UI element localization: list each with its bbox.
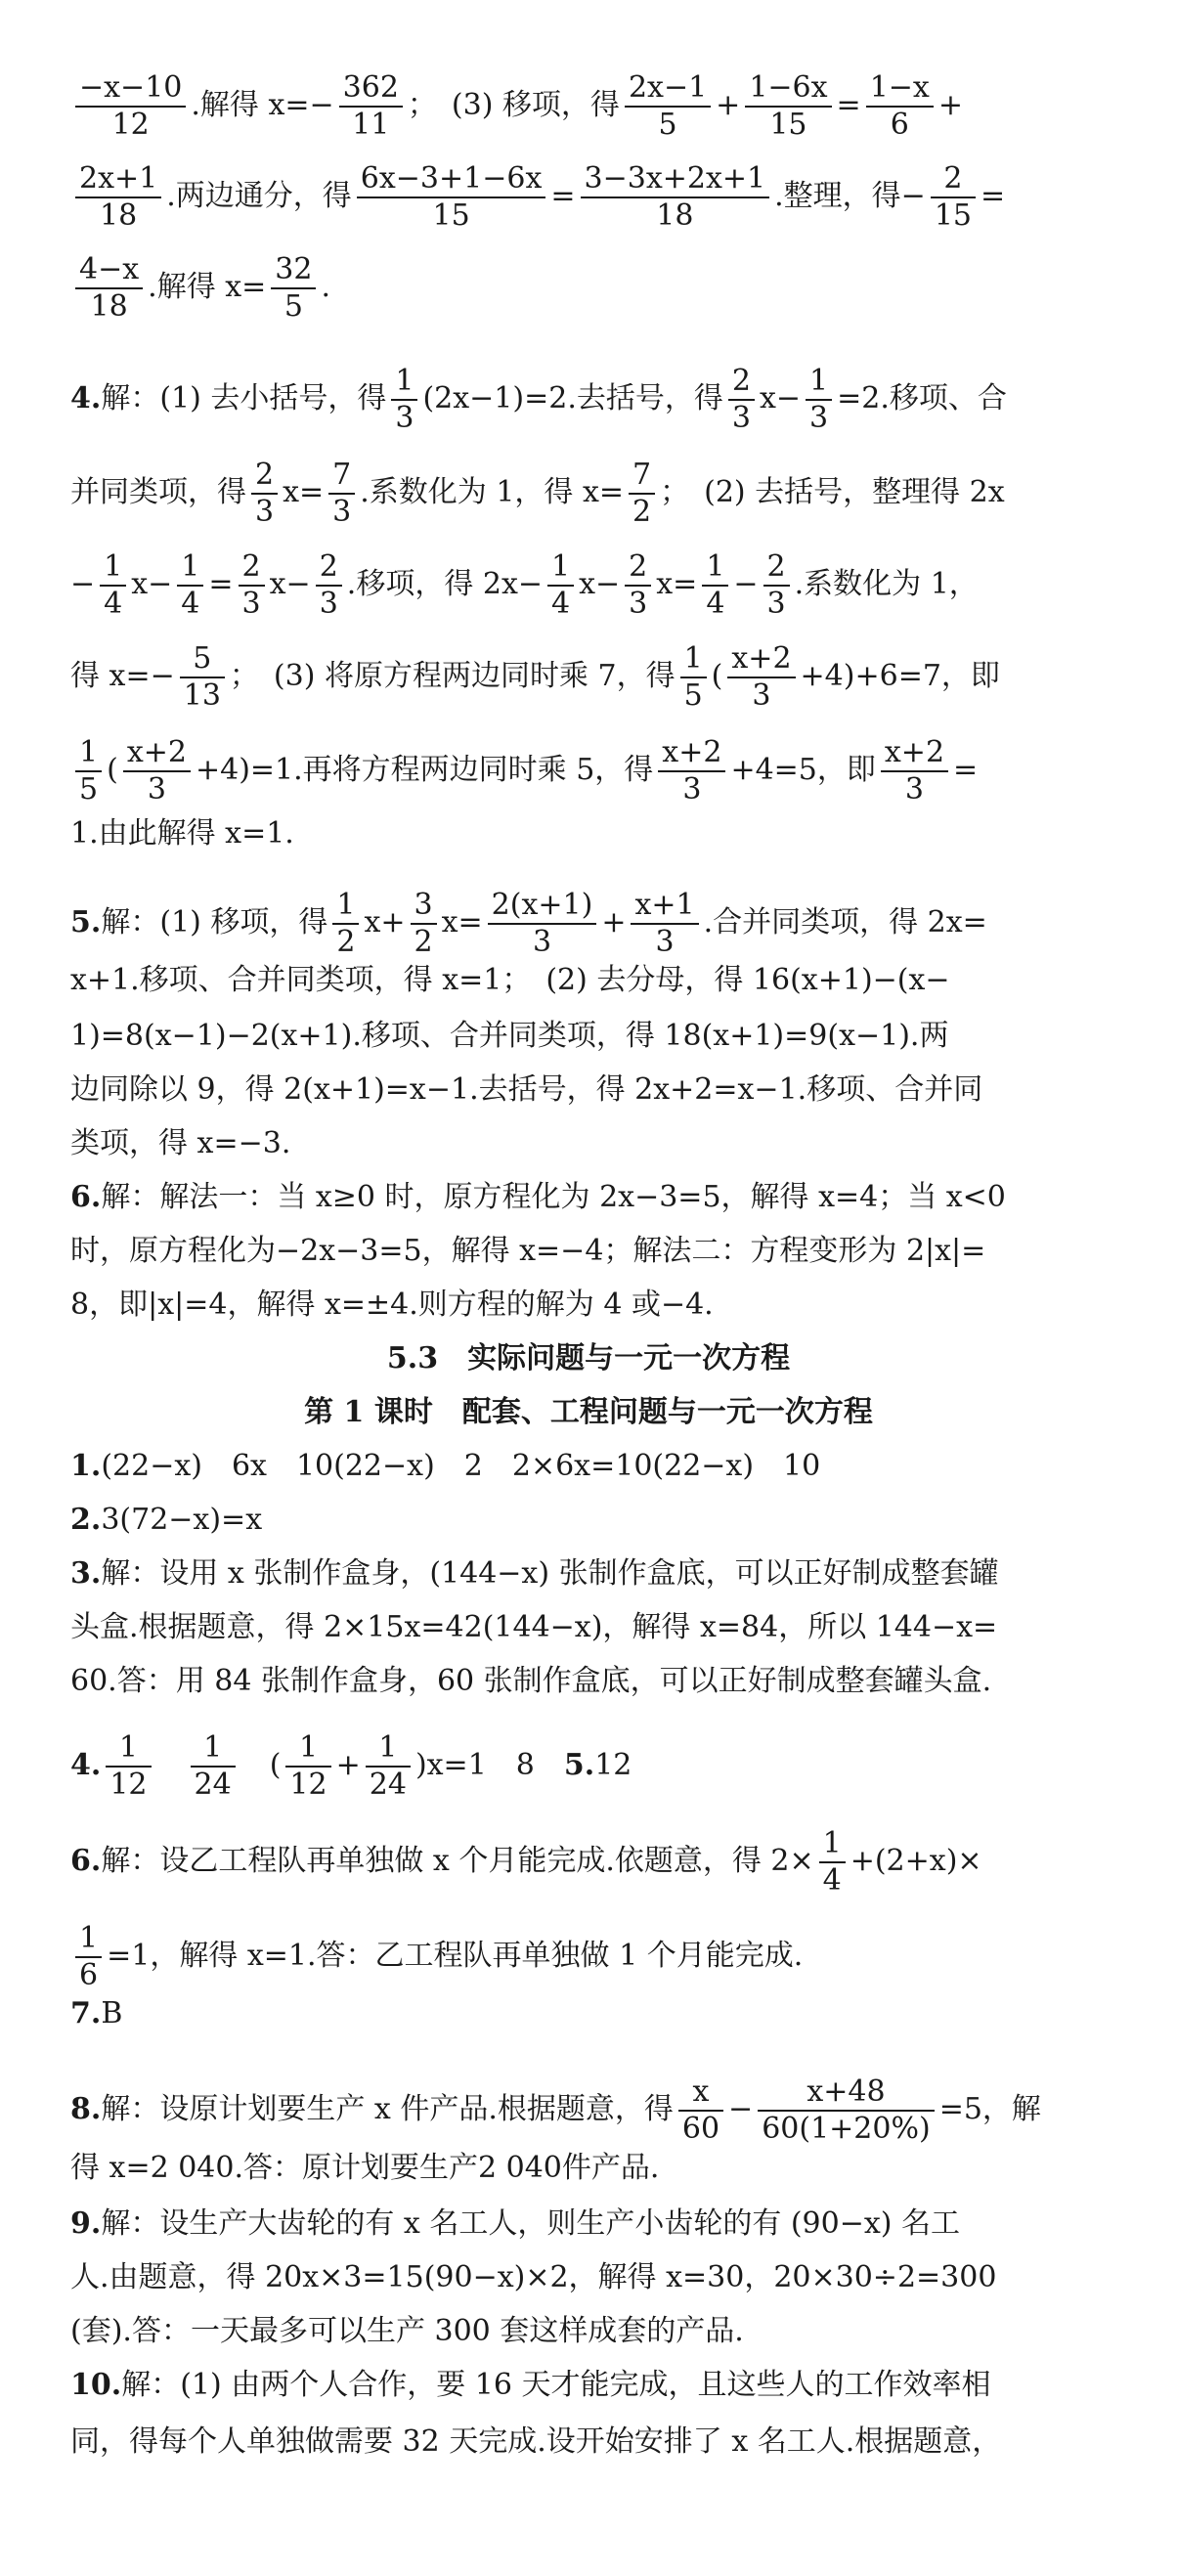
answer-7: 7.B	[70, 1996, 123, 2030]
answer-3: 3.解：设用 x 张制作盒身，(144−x) 张制作盒底，可以正好制成整套罐	[70, 1556, 999, 1591]
problem-number: 4.	[70, 1748, 102, 1782]
solution-line: 8，即|x|=4，解得 x=±4.则方程的解为 4 或−4.	[70, 1288, 714, 1322]
fraction: $\frac{1}{4}$	[702, 549, 728, 622]
solution-line: 60.答：用 84 张制作盒身，60 张制作盒底，可以正好制成整套罐头盒.	[70, 1664, 992, 1698]
fraction: $\frac{2}{3}$	[763, 549, 790, 622]
solution-line: $\frac{1}{6}$ =1，解得 x=1.答：乙工程队再单独做 1 个月能完成.	[70, 1921, 803, 1993]
problem-number: 6.	[70, 1180, 102, 1214]
fraction: $\frac{2}{3}$	[625, 549, 651, 622]
solution-line: 边同除以 9，得 2(x+1)=x−1.去括号，得 2x+2=x−1.移项、合并同	[70, 1072, 983, 1107]
fraction: $\frac{1}{24}$	[366, 1730, 411, 1803]
fraction: $\frac{1}{3}$	[806, 364, 832, 436]
solution-line: x+1.移项、合并同类项，得 x=1； (2) 去分母，得 16(x+1)−(x−	[70, 963, 950, 997]
solution-line: 得 x=− $\frac{5}{13}$ ； (3) 将原方程两边同时乘 7，得 $\frac{1}{5}$ ( $\frac{x+2}{3}$ +4)+6=7，即	[70, 641, 1000, 713]
answer-10: 10.解：(1) 由两个人合作，要 16 天才能完成，且这些人的工作效率相	[70, 2368, 991, 2402]
fraction: $\frac{6x-3+1-6x}{15}$	[357, 161, 546, 234]
problem-number: 6.	[70, 1844, 102, 1878]
solution-line: 同，得每个人单独做需要 32 天完成.设开始安排了 x 名工人.根据题意，	[70, 2424, 1002, 2459]
problem-number: 4.	[70, 381, 102, 415]
problem-number: 5.	[563, 1748, 595, 1782]
solution-line: $\frac{-x-10}{12}$ .解得 x=− $\frac{362}{11}$ ； (3) 移项，得 $\frac{2x-1}{5}$ + $\frac{1-6x}{15}$ = $\frac{1-x}{6}$ +	[70, 70, 963, 143]
section-title: 5.3 实际问题与一元一次方程	[386, 1341, 791, 1375]
fraction: $\frac{x+48}{60(1+20\%)}$	[758, 2074, 935, 2147]
fraction: $\frac{2x-1}{5}$	[625, 70, 711, 143]
fraction: $\frac{1}{3}$	[391, 364, 417, 436]
answer-2: 2.3(72−x)=x	[70, 1503, 263, 1537]
fraction: $\frac{1}{5}$	[75, 735, 102, 808]
fraction: $\frac{1}{6}$	[75, 1921, 102, 1993]
answer-1: 1.(22−x) 6x 10(22−x) 2 2×6x=10(22−x) 10	[70, 1449, 821, 1483]
fraction: $\frac{2}{3}$	[728, 364, 755, 436]
fraction: $\frac{x+2}{3}$	[727, 641, 795, 714]
fraction: $\frac{5}{13}$	[180, 641, 225, 714]
solution-line: 并同类项，得 $\frac{2}{3}$ x= $\frac{7}{3}$ .系数化为 1，得 x= $\frac{7}{2}$ ； (2) 去括号，整理得 2x	[70, 458, 1005, 529]
fraction: $\frac{x}{60}$	[678, 2074, 723, 2147]
fraction: $\frac{-x-10}{12}$	[75, 70, 186, 143]
problem-number: 10.	[70, 2368, 122, 2402]
answer-4-5: 4. $\frac{1}{12}$ $\frac{1}{24}$ ( $\frac{1}{12}$ + $\frac{1}{24}$ )x=1 8 5.12	[70, 1730, 632, 1802]
problem-number: 8.	[70, 2092, 102, 2126]
fraction: $\frac{7}{2}$	[629, 458, 655, 530]
fraction: $\frac{1}{4}$	[547, 549, 574, 622]
fraction: $\frac{3}{2}$	[411, 888, 437, 960]
problem-6-line: 6.解：解法一：当 x≥0 时，原方程化为 2x−3=5，解得 x=4；当 x<0	[70, 1180, 1006, 1214]
answer-6: 6.解：设乙工程队再单独做 x 个月能完成.依题意，得 2× $\frac{1}{4}$ +(2+x)×	[70, 1826, 982, 1898]
problem-number: 1.	[70, 1449, 102, 1483]
problem-4-line: 4.解：(1) 去小括号，得 $\frac{1}{3}$ (2x−1)=2.去括号，得 $\frac{2}{3}$ x− $\frac{1}{3}$ =2.移项、合	[70, 364, 1007, 435]
solution-line: 人.由题意，得 20x×3=15(90−x)×2，解得 x=30，20×30÷2=300	[70, 2260, 997, 2294]
solution-line: (套).答：一天最多可以生产 300 套这样成套的产品.	[70, 2314, 744, 2348]
solution-line: 头盒.根据题意，得 2×15x=42(144−x)，解得 x=84，所以 144−x=	[70, 1610, 998, 1644]
solution-line: 1.由此解得 x=1.	[70, 816, 294, 851]
fraction: $\frac{x+1}{3}$	[631, 888, 698, 960]
solution-line: $\frac{1}{5}$ ( $\frac{x+2}{3}$ +4)=1.再将方程两边同时乘 5，得 $\frac{x+2}{3}$ +4=5，即 $\frac{x+2}{3}$ =	[70, 735, 978, 808]
lesson-title: 第 1 课时 配套、工程问题与一元一次方程	[304, 1395, 873, 1429]
answer-9: 9.解：设生产大齿轮的有 x 名工人，则生产小齿轮的有 (90−x) 名工	[70, 2206, 961, 2241]
solution-line: 得 x=2 040.答：原计划要生产2 040件产品.	[70, 2151, 660, 2185]
fraction: $\frac{4-x}{18}$	[75, 252, 143, 325]
fraction: $\frac{2x+1}{18}$	[75, 161, 161, 234]
fraction: $\frac{1-6x}{15}$	[745, 70, 831, 143]
fraction: $\frac{1}{4}$	[177, 549, 203, 622]
problem-number: 5.	[70, 905, 102, 939]
solution-line: $\frac{2x+1}{18}$ .两边通分，得 $\frac{6x-3+1-6x}{15}$ = $\frac{3-3x+2x+1}{18}$ .整理，得− $\frac{2}{15}$ =	[70, 161, 1005, 234]
problem-number: 3.	[70, 1556, 102, 1591]
problem-5-line: 5.解：(1) 移项，得 $\frac{1}{2}$ x+ $\frac{3}{2}$ x= $\frac{2(x+1)}{3}$ + $\frac{x+1}{3}$ .合并同类项，得 2x=	[70, 888, 987, 959]
solution-line: 1)=8(x−1)−2(x+1).移项、合并同类项，得 18(x+1)=9(x−1).两	[70, 1019, 949, 1053]
fraction: $\frac{2}{3}$	[316, 549, 342, 622]
fraction: $\frac{3-3x+2x+1}{18}$	[581, 161, 770, 234]
fraction: $\frac{x+2}{3}$	[123, 735, 191, 808]
fraction: $\frac{1}{24}$	[191, 1730, 236, 1803]
fraction: $\frac{2}{15}$	[931, 161, 976, 234]
fraction: $\frac{1}{5}$	[680, 641, 707, 714]
fraction: $\frac{1}{4}$	[819, 1826, 846, 1899]
problem-number: 2.	[70, 1503, 102, 1537]
solution-line: $\frac{4-x}{18}$ .解得 x= $\frac{32}{5}$ .	[70, 252, 330, 325]
fraction: $\frac{2(x+1)}{3}$	[488, 888, 597, 960]
fraction: $\frac{1-x}{6}$	[866, 70, 934, 143]
fraction: $\frac{1}{2}$	[332, 888, 359, 960]
problem-number: 9.	[70, 2206, 102, 2241]
fraction: $\frac{362}{11}$	[339, 70, 403, 143]
fraction: $\frac{x+2}{3}$	[881, 735, 948, 808]
fraction: $\frac{x+2}{3}$	[658, 735, 725, 808]
fraction: $\frac{1}{4}$	[100, 549, 126, 622]
answer-8: 8.解：设原计划要生产 x 件产品.根据题意，得 $\frac{x}{60}$ − $\frac{x+48}{60(1+20\%)}$ =5，解	[70, 2074, 1041, 2146]
fraction: $\frac{7}{3}$	[328, 458, 355, 530]
solution-line: 时，原方程化为−2x−3=5，解得 x=−4；解法二：方程变形为 2|x|=	[70, 1234, 986, 1268]
solution-line: 类项，得 x=−3.	[70, 1126, 291, 1160]
fraction: $\frac{32}{5}$	[271, 252, 316, 325]
fraction: $\frac{1}{12}$	[285, 1730, 330, 1803]
fraction: $\frac{1}{12}$	[106, 1730, 151, 1803]
fraction: $\frac{2}{3}$	[251, 458, 278, 530]
fraction: $\frac{2}{3}$	[239, 549, 265, 622]
solution-line: − $\frac{1}{4}$ x− $\frac{1}{4}$ = $\frac{2}{3}$ x− $\frac{2}{3}$ .移项，得 2x− $\frac{1}{4}$ x− $\frac{2}{3}$ x= $\frac{1}{4}$ − $\frac{2}{3}$ .系数化为 1，	[70, 549, 979, 621]
problem-number: 7.	[70, 1996, 102, 2030]
